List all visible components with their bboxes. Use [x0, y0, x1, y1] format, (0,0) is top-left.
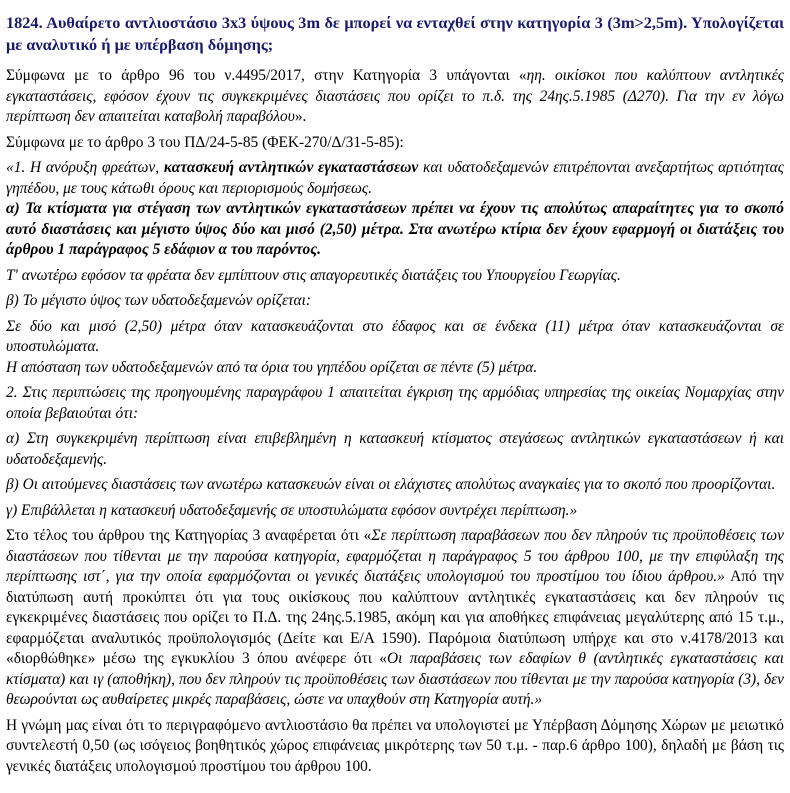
answer-paragraph	[6, 716, 784, 778]
answer-paragraph	[6, 383, 784, 424]
text-segment: γ) Επιβάλλεται η κατασκευή υδατοδεξαμενής σε υποστυλώματα εφόσον συντρέχει περίπτωση.»	[6, 501, 578, 519]
text-segment: Τ' ανωτέρω εφόσον τα φρέατα δεν εμπίπτουν στις απαγορευτικές διατάξεις του Υπουργείου Γεωργίας.	[6, 266, 621, 284]
answer-paragraph	[6, 429, 784, 470]
text-segment: Η απόσταση των υδατοδεξαμενών από τα όρια του γηπέδου ορίζεται σε πέντε (5) μέτρα.	[6, 358, 538, 376]
answer-paragraph	[6, 475, 784, 496]
text-segment: Σύμφωνα με το άρθρο 3 του ΠΔ/24-5-85 (ΦΕΚ-270/Δ/31-5-85):	[6, 133, 404, 151]
text-segment: 2. Στις περιπτώσεις της προηγουμένης παραγράφου 1 απαιτείται έγκριση της αρμόδιας υπηρεσίας της οικείας Νομαρχίας στην οποία βεβαιούται ότι:	[6, 384, 784, 422]
text-segment: Η γνώμη μας είναι ότι το περιγραφόμενο αντλιοστάσιο θα πρέπει να υπολογιστεί με Υπέρβαση Δόμησης Χώρων με μειωτικό συντελεστή 0,50 (ως ισόγειος βοηθητικός χώρος επιφάνειας μικρότερης των 50 τ.μ. - παρ.6 άρθρο 100), δηλαδή με βάση τις γενικές διατάξεις υπολογισμού προστίμου του άρθρου 100.	[6, 716, 784, 775]
answer-paragraph	[6, 266, 784, 287]
answer-paragraph	[6, 291, 784, 312]
text-segment: 1824. Αυθαίρετο αντλιοστάσιο 3x3 ύψους 3m δε μπορεί να ενταχθεί στην κατηγορία 3 (3m>2,5m). Υπολογίζεται με αναλυτικό ή με υπέρβαση δόμησης;	[6, 13, 784, 54]
text-segment: ηη. οικίσκοι που καλύπτουν αντλητικές εγκαταστάσεις, εφόσον έχουν τις συγκεκριμένες διαστάσεις που ορίζει το π.δ. της 24ης.5.1985 (Δ270). Για την εν λόγω περίπτωση δεν απαιτείται καταβολή παραβόλου	[6, 67, 784, 125]
answer-paragraph	[6, 526, 784, 711]
question-title	[6, 12, 784, 56]
answer-paragraph	[6, 501, 784, 522]
text-segment: α) Τα κτίσματα για στέγαση των αντλητικών εγκαταστάσεων πρέπει να έχουν τις απολύτως απαραίτητες για το σκοπό αυτό διαστάσεις και μέγιστο ύψος δύο και μισό (2,50) μέτρα. Στα ανωτέρω κτίρια δεν έχουν εφαρμογή οι διατάξεις του άρθρου 1 παράγραφος 5 εδάφιον α του παρόντος.	[6, 200, 784, 258]
text-segment: Οι παραβάσεις των εδαφίων θ (αντλητικές εγκαταστάσεις και κτίσματα) και ιγ (αποθήκη), που δεν πληρούν τις προϋποθέσεις των διαστάσεων που τίθενται με την παρούσα κατηγορία (3), δεν θεωρούνται ως αυθαίρετες μικρές παραβάσεις, ώστε να υπαχθούν στη Κατηγορία αυτή.»	[6, 650, 784, 708]
text-segment: Σε περίπτωση παραβάσεων που δεν πληρούν τις προϋποθέσεις των διαστάσεων που τίθενται με την παρούσα κατηγορία, εφαρμόζεται η παράγραφος 5 του άρθρου 100, με την επιφύλαξη της περίπτωσης ιστ΄, για την οποία εφαρμόζονται οι γενικές διατάξεις υπολογισμού του προστίμου του ίδιου άρθρου.»	[6, 527, 784, 585]
text-segment: Σε δύο και μισό (2,50) μέτρα όταν κατασκευάζονται στο έδαφος και σε ένδεκα (11) μέτρα όταν κατασκευάζονται σε υποστυλώματα.	[6, 317, 784, 355]
answer-paragraph	[6, 66, 784, 128]
answer-paragraph	[6, 133, 784, 154]
text-segment: «1. Η ανόρυξη φρεάτων,	[6, 159, 164, 176]
text-segment: και υδατοδεξαμενών επιτρέπονται ανεξαρτήτως αρτιότητας γηπέδου, με τους κάτωθι όρους και περιορισμούς δομήσεως.	[6, 159, 785, 197]
answer-paragraph	[6, 199, 784, 261]
text-segment: Στο τέλος του άρθρου της Κατηγορίας 3 αναφέρεται ότι «	[6, 527, 372, 544]
text-segment: Από την διατύπωση αυτή προκύπτει ότι για τους οικίσκους που καλύπτουν αντλητικές εγκαταστάσεις και δεν πληρούν τις εγκεκριμένες διαστάσεις που ορίζει το Π.Δ. της 24ης.5.1985, ακόμη και για αποθήκες επιφάνειας μεγαλύτερης από 15 τ.μ., εφαρμόζεται αναλυτικός προϋπολογισμός (Δείτε και Ε/Α 1590). Παρόμοια διατύπωση υπήρχε και στο ν.4178/2013 και «διορθώθηκε» μέσω της εγκυκλίου 3 όπου ανέφερε ότι «	[6, 568, 784, 667]
answer-paragraph	[6, 158, 784, 199]
text-segment: β) Οι αιτούμενες διαστάσεις των ανωτέρω κατασκευών είναι οι ελάχιστες απολύτως αναγκαίες για το σκοπό που προορίζονται.	[6, 476, 776, 493]
text-segment: κατασκευή αντλητικών εγκαταστάσεων	[163, 159, 419, 176]
text-segment: ».	[294, 108, 307, 125]
document-body	[6, 12, 784, 777]
answer-paragraph	[6, 317, 784, 358]
text-segment: α) Στη συγκεκριμένη περίπτωση είναι επιβεβλημένη η κατασκευή κτίσματος στεγάσεως αντλητικών εγκαταστάσεων ή και υδατοδεξαμενής.	[6, 430, 784, 468]
text-segment: β) Το μέγιστο ύψος των υδατοδεξαμενών ορίζεται:	[6, 292, 312, 309]
answer-paragraph	[6, 358, 784, 379]
text-segment: Σύμφωνα με το άρθρο 96 του ν.4495/2017, στην Κατηγορία 3 υπάγονται «	[6, 67, 527, 84]
